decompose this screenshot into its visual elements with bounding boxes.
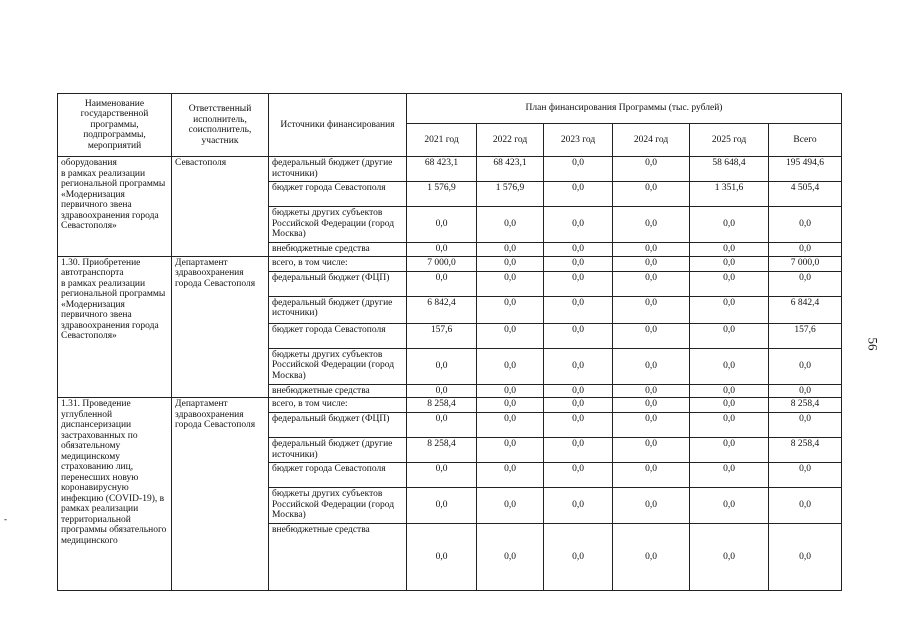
measure-name: 1.31. Проведение углубленной диспансеризации застрахованных по обязательному медицинскому страхованию лиц, перенесших новую коронавирусную инфекцию (COVID-19), в рамках реализации территориальной программы обязательного медицинского	[58, 398, 172, 591]
year-value: 0,0	[477, 271, 544, 296]
total-value: 8 258,4	[769, 438, 842, 463]
funding-source: бюджет города Севастополя	[269, 182, 407, 207]
year-value: 0,0	[477, 296, 544, 323]
year-value: 0,0	[407, 524, 477, 591]
year-value: 0,0	[613, 296, 690, 323]
year-value: 0,0	[690, 524, 769, 591]
year-value: 0,0	[544, 398, 613, 413]
year-value: 0,0	[544, 348, 613, 384]
year-value: 0,0	[544, 413, 613, 438]
year-value: 0,0	[544, 157, 613, 182]
header-total: Всего	[769, 124, 842, 157]
year-value: 0,0	[544, 256, 613, 271]
year-value: 0,0	[407, 463, 477, 488]
year-value: 0,0	[477, 438, 544, 463]
year-value: 0,0	[690, 256, 769, 271]
year-value: 0,0	[690, 348, 769, 384]
year-value: 0,0	[477, 398, 544, 413]
year-value: 0,0	[477, 524, 544, 591]
year-value: 0,0	[407, 207, 477, 243]
year-value: 0,0	[477, 243, 544, 257]
year-value: 157,6	[407, 323, 477, 348]
header-year: 2022 год	[477, 124, 544, 157]
year-value: 0,0	[477, 413, 544, 438]
year-value: 0,0	[477, 207, 544, 243]
year-value: 0,0	[690, 323, 769, 348]
year-value: 0,0	[690, 398, 769, 413]
year-value: 0,0	[544, 323, 613, 348]
year-value: 0,0	[477, 463, 544, 488]
year-value: 0,0	[690, 413, 769, 438]
funding-source: федеральный бюджет (другие источники)	[269, 296, 407, 323]
header-year: 2024 год	[613, 124, 690, 157]
total-value: 7 000,0	[769, 256, 842, 271]
page-number: 56	[865, 337, 881, 351]
year-value: 0,0	[544, 384, 613, 398]
year-value: 0,0	[613, 157, 690, 182]
header-year: 2025 год	[690, 124, 769, 157]
year-value: 0,0	[613, 413, 690, 438]
year-value: 8 258,4	[407, 438, 477, 463]
funding-source: внебюджетные средства	[269, 524, 407, 591]
year-value: 0,0	[690, 384, 769, 398]
table-row	[58, 398, 842, 413]
year-value: 0,0	[544, 524, 613, 591]
table-row	[58, 256, 842, 271]
year-value: 0,0	[613, 438, 690, 463]
year-value: 0,0	[613, 271, 690, 296]
funding-source: бюджет города Севастополя	[269, 323, 407, 348]
financing-table	[57, 93, 842, 591]
year-value: 0,0	[544, 243, 613, 257]
year-value: 0,0	[613, 207, 690, 243]
year-value: 0,0	[407, 488, 477, 524]
year-value: 0,0	[544, 182, 613, 207]
year-value: 0,0	[690, 243, 769, 257]
funding-source: внебюджетные средства	[269, 384, 407, 398]
year-value: 0,0	[613, 323, 690, 348]
year-value: 0,0	[477, 256, 544, 271]
measure-name: 1.30. Приобретение автотранспорта в рамках реализации региональной программы «Модернизация первичного звена здравоохранения города Севастополя»	[58, 256, 172, 398]
total-value: 0,0	[769, 524, 842, 591]
year-value: 0,0	[613, 182, 690, 207]
total-value: 0,0	[769, 384, 842, 398]
year-value: 0,0	[690, 296, 769, 323]
year-value: 0,0	[407, 413, 477, 438]
total-value: 8 258,4	[769, 398, 842, 413]
responsible-executor: Севастополя	[172, 157, 269, 257]
year-value: 0,0	[477, 384, 544, 398]
header-sources: Источники финансирования	[269, 94, 407, 157]
year-value: 1 576,9	[407, 182, 477, 207]
year-value: 0,0	[613, 463, 690, 488]
funding-source: федеральный бюджет (ФЦП)	[269, 271, 407, 296]
year-value: 0,0	[690, 271, 769, 296]
funding-source: федеральный бюджет (ФЦП)	[269, 413, 407, 438]
year-value: 0,0	[407, 348, 477, 384]
year-value: 0,0	[544, 438, 613, 463]
year-value: 68 423,1	[407, 157, 477, 182]
header-row	[58, 94, 842, 124]
funding-source: федеральный бюджет (другие источники)	[269, 438, 407, 463]
margin-mark: -	[4, 514, 7, 524]
year-value: 0,0	[613, 256, 690, 271]
year-value: 0,0	[544, 207, 613, 243]
table-row	[58, 157, 842, 182]
year-value: 8 258,4	[407, 398, 477, 413]
total-value: 0,0	[769, 243, 842, 257]
funding-source: внебюджетные средства	[269, 243, 407, 257]
year-value: 0,0	[690, 207, 769, 243]
funding-source: бюджеты других субъектов Российской Федерации (город Москва)	[269, 207, 407, 243]
measure-name: оборудования в рамках реализации региональной программы «Модернизация первичного звена здравоохранения города Севастополя»	[58, 157, 172, 257]
year-value: 0,0	[544, 488, 613, 524]
funding-source: всего, в том числе:	[269, 398, 407, 413]
year-value: 0,0	[477, 323, 544, 348]
header-plan: План финансирования Программы (тыс. рублей)	[407, 94, 842, 124]
year-value: 0,0	[613, 243, 690, 257]
year-value: 0,0	[613, 488, 690, 524]
year-value: 0,0	[477, 488, 544, 524]
header-name: Наименование государственной программы, подпрограммы, мероприятий	[58, 94, 172, 157]
year-value: 58 648,4	[690, 157, 769, 182]
total-value: 0,0	[769, 463, 842, 488]
year-value: 0,0	[407, 384, 477, 398]
year-value: 7 000,0	[407, 256, 477, 271]
year-value: 0,0	[613, 384, 690, 398]
funding-source: всего, в том числе:	[269, 256, 407, 271]
year-value: 6 842,4	[407, 296, 477, 323]
funding-source: бюджеты других субъектов Российской Федерации (город Москва)	[269, 348, 407, 384]
year-value: 0,0	[407, 243, 477, 257]
year-value: 0,0	[544, 271, 613, 296]
total-value: 4 505,4	[769, 182, 842, 207]
year-value: 68 423,1	[477, 157, 544, 182]
year-value: 0,0	[613, 398, 690, 413]
year-value: 0,0	[544, 296, 613, 323]
year-value: 0,0	[407, 271, 477, 296]
responsible-executor: Департамент здравоохранения города Севастополя	[172, 398, 269, 591]
header-responsible: Ответственный исполнитель, соисполнитель, участник	[172, 94, 269, 157]
year-value: 0,0	[690, 463, 769, 488]
year-value: 0,0	[477, 348, 544, 384]
funding-source: федеральный бюджет (другие источники)	[269, 157, 407, 182]
header-year: 2021 год	[407, 124, 477, 157]
total-value: 0,0	[769, 271, 842, 296]
year-value: 0,0	[544, 463, 613, 488]
responsible-executor: Департамент здравоохранения города Севастополя	[172, 256, 269, 398]
year-value: 1 576,9	[477, 182, 544, 207]
year-value: 1 351,6	[690, 182, 769, 207]
total-value: 6 842,4	[769, 296, 842, 323]
funding-source: бюджет города Севастополя	[269, 463, 407, 488]
total-value: 0,0	[769, 413, 842, 438]
year-value: 0,0	[613, 524, 690, 591]
year-value: 0,0	[690, 438, 769, 463]
year-value: 0,0	[613, 348, 690, 384]
funding-source: бюджеты других субъектов Российской Федерации (город Москва)	[269, 488, 407, 524]
total-value: 195 494,6	[769, 157, 842, 182]
total-value: 0,0	[769, 348, 842, 384]
total-value: 0,0	[769, 207, 842, 243]
year-value: 0,0	[690, 488, 769, 524]
total-value: 157,6	[769, 323, 842, 348]
total-value: 0,0	[769, 488, 842, 524]
header-year: 2023 год	[544, 124, 613, 157]
